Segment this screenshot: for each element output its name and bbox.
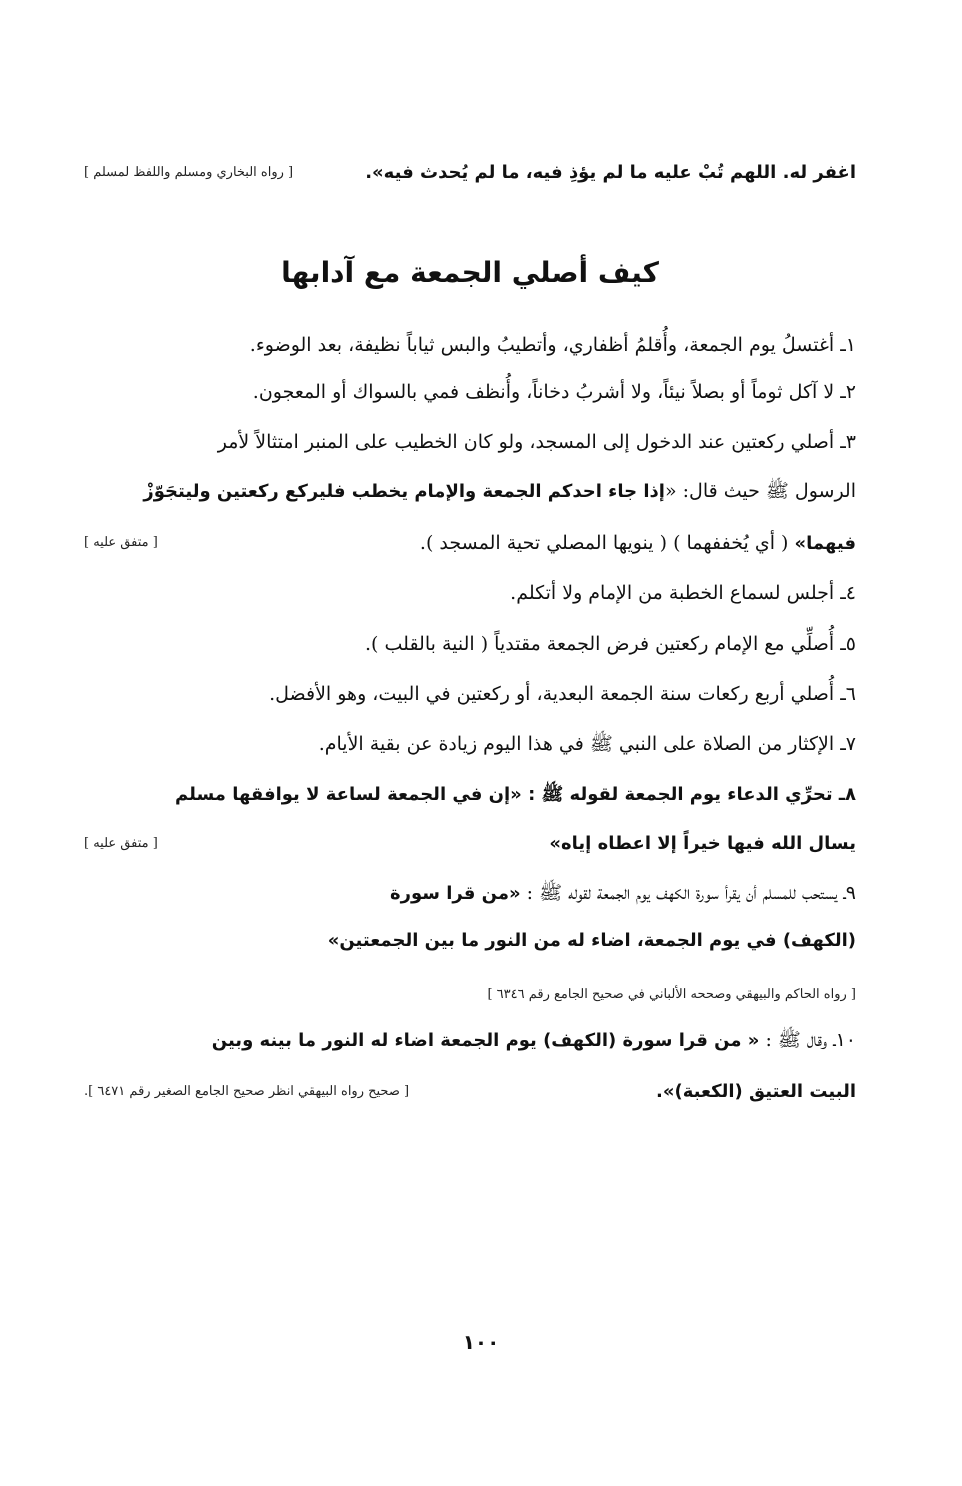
item-1: ١ـ أغتسلُ يوم الجمعة، وأُقلمُ أظفاري، وأتطيبُ والبس ثياباً نظيفة، بعد الوضوء. [249, 334, 856, 356]
item-10-hadith: « من قرا سورة (الكهف) يوم الجمعة اضاء له النور ما بينه وبين [211, 1030, 760, 1051]
item-8-hadith-end: يسال الله فيها خيراً إلا اعطاه إياه» [549, 833, 856, 854]
item-6: ٦ـ أُصلي أربع ركعات سنة الجمعة البعدية، أو ركعتين في البيت، وهو الأفضل. [269, 683, 856, 705]
top-line [84, 156, 856, 190]
page-number: ١٠٠ [462, 1330, 500, 1354]
item-9-hadith-start: «من قرا سورة [389, 883, 521, 904]
item-3-line-3 [84, 526, 856, 560]
item-3-hadith: إذا جاء احدكم الجمعة والإمام يخطب فليركع ركعتين وليتجَوّزْ [143, 481, 665, 502]
item-3-explanation: ( أي يُخففهما ) ( ينويها المصلي تحية المسجد ). [419, 531, 795, 554]
item-3-line-1: ٣ـ أصلي ركعتين عند الدخول إلى المسجد، ولو كان الخطيب على المنبر امتثالاً لأمر [217, 431, 856, 453]
item-10-line-2 [84, 1075, 856, 1109]
item-3-line-2 [84, 474, 856, 508]
item-8-line-1: ٨ـ تحرِّي الدعاء يوم الجمعة لقوله ﷺ : «إن في الجمعة لساعة لا يوافقها مسلم [175, 784, 856, 805]
item-7: ٧ـ الإكثار من الصلاة على النبي ﷺ في هذا اليوم زيادة عن بقية الأيام. [318, 733, 856, 755]
item-2: ٢ـ لا آكل ثوماً أو بصلاً نيئاً، ولا أشربُ دخاناً، وأُنظف فمي بالسواك أو المعجون. [252, 381, 856, 403]
item-5: ٥ـ أُصلِّي مع الإمام ركعتين فرض الجمعة مقتدياً ( النية بالقلب ). [365, 633, 856, 655]
item-10-intro: ١٠ـ وقال ﷺ : [759, 1029, 856, 1051]
hadith-end-text: اغفر له. اللهم تُبْ عليه ما لم يؤذِ فيه، ما لم يُحدث فيه». [365, 162, 856, 183]
item-4: ٤ـ أجلس لسماع الخطبة من الإمام ولا أتكلم. [510, 582, 856, 604]
item-3-hadith-end: فيهما» [794, 532, 856, 554]
item-9-line-2: (الكهف) في يوم الجمعة، اضاء له من النور ما بين الجمعتين» [327, 930, 856, 951]
item-3-source: [ متفق عليه ] [84, 535, 158, 550]
item-9-source: [ رواه الحاكم والبيهقي وصححه الألباني في صحيح الجامع رقم ٦٣٤٦ ] [487, 987, 856, 1002]
item-9-line-1 [84, 876, 856, 910]
item-8-source: [ متفق عليه ] [84, 836, 158, 851]
item-3-line-2-plain: الرسول ﷺ حيث قال: « [664, 480, 856, 502]
item-3-line-3-text [420, 526, 856, 561]
item-10-hadith-end: البيت العتيق (الكعبة)». [656, 1081, 856, 1102]
item-10-source: [ صحيح رواه البيهقي انظر صحيح الجامع الصغير رقم ٦٤٧١ ]. [84, 1084, 410, 1099]
item-9-intro: ٩ـ يستحب للمسلم أن يقرأ سورة الكهف يوم الجمعة لقوله ﷺ : [520, 882, 856, 904]
item-8-line-2 [84, 827, 856, 861]
hadith-source: [ رواه البخاري ومسلم واللفظ لمسلم ] [84, 165, 294, 180]
page-title: كيف أصلي الجمعة مع آدابها [281, 256, 659, 289]
item-10-line-1 [84, 1023, 856, 1057]
